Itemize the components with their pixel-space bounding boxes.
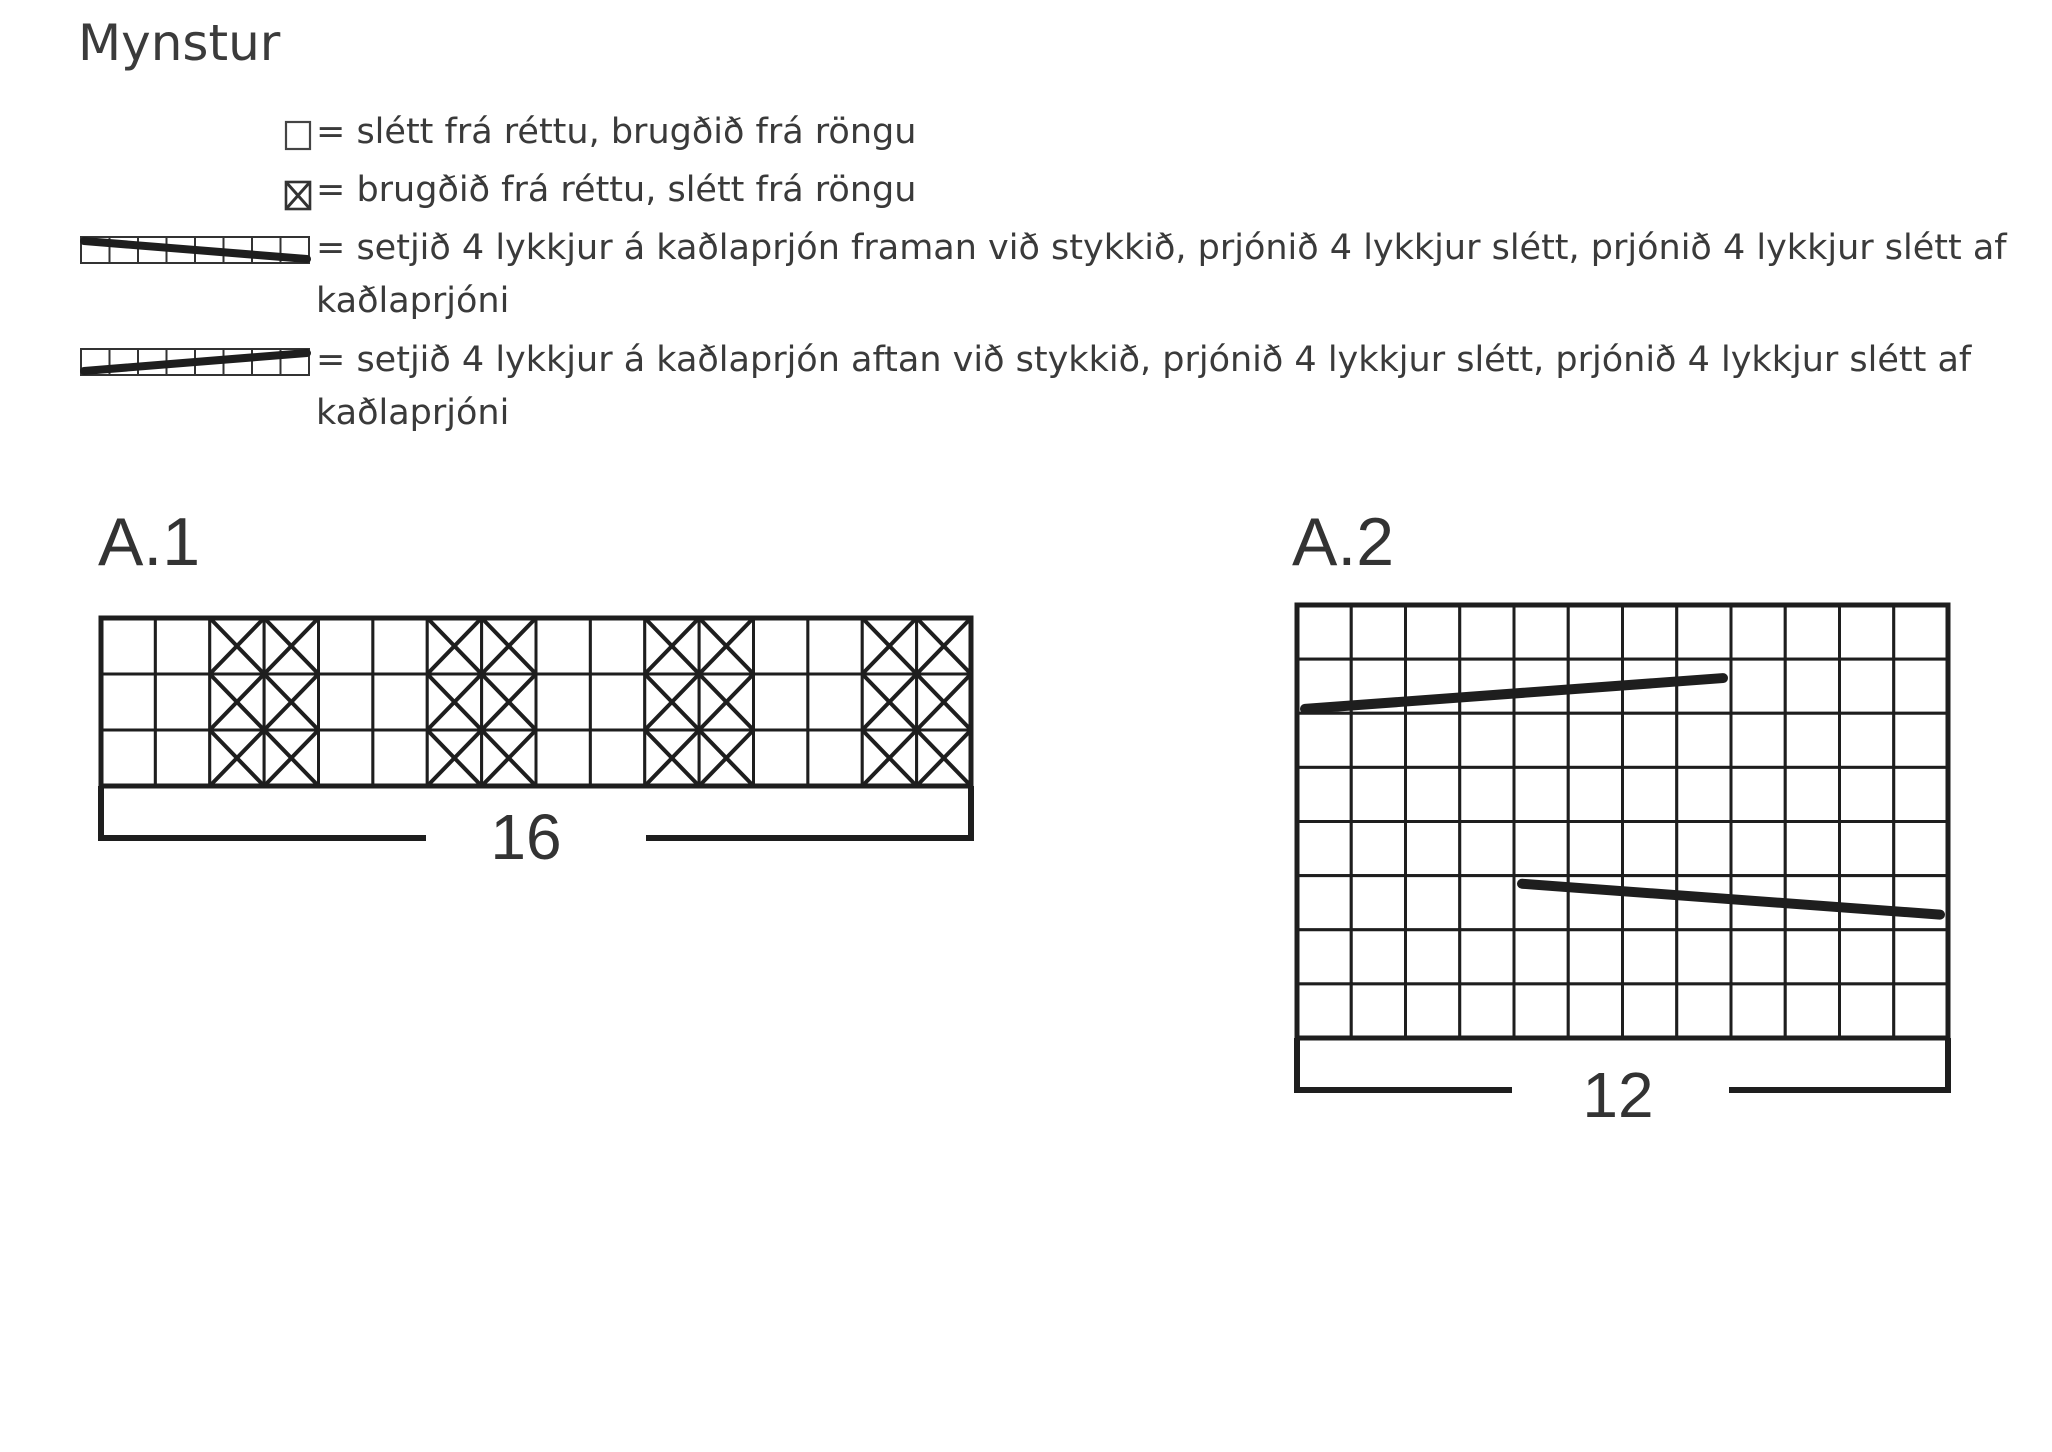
purl-cross bbox=[645, 730, 699, 786]
purl-cross bbox=[645, 730, 699, 786]
chart-cell bbox=[1460, 605, 1514, 659]
chart-cell bbox=[1677, 713, 1731, 767]
chart-cell bbox=[1840, 876, 1894, 930]
purl-cross bbox=[482, 730, 536, 786]
cable-back-icon bbox=[78, 334, 312, 384]
chart-cell bbox=[1677, 659, 1731, 713]
chart-cell bbox=[1785, 659, 1839, 713]
chart-cell bbox=[1514, 984, 1568, 1038]
chart-cell bbox=[319, 674, 373, 730]
chart-cell bbox=[645, 618, 699, 674]
chart-cell bbox=[1677, 822, 1731, 876]
chart-cell bbox=[1623, 767, 1677, 821]
purl-cross bbox=[210, 730, 264, 786]
chart-cell bbox=[1785, 767, 1839, 821]
chart-cell bbox=[1460, 713, 1514, 767]
purl-cross bbox=[917, 618, 971, 674]
chart-cell bbox=[101, 730, 155, 786]
chart-cell bbox=[1406, 767, 1460, 821]
chart-cell bbox=[1785, 822, 1839, 876]
chart-a2-stitch-count: 12 bbox=[1582, 1059, 1654, 1131]
chart-a1-label: A.1 bbox=[98, 504, 201, 580]
purl-cross bbox=[645, 674, 699, 730]
chart-cell bbox=[1840, 659, 1894, 713]
chart-cell bbox=[210, 674, 264, 730]
a2-cable-front-line bbox=[1305, 678, 1723, 709]
chart-cell bbox=[1514, 876, 1568, 930]
purl-cross bbox=[862, 618, 916, 674]
chart-cell bbox=[1894, 930, 1948, 984]
chart-cell bbox=[1840, 713, 1894, 767]
purl-cross bbox=[264, 730, 318, 786]
purl-cross bbox=[699, 730, 753, 786]
chart-cell bbox=[1568, 767, 1622, 821]
chart-cell bbox=[1351, 713, 1405, 767]
chart-cell bbox=[373, 730, 427, 786]
purl-cross bbox=[210, 674, 264, 730]
chart-cell bbox=[1894, 767, 1948, 821]
chart-cell bbox=[1894, 713, 1948, 767]
purl-cross bbox=[210, 730, 264, 786]
chart-cell bbox=[754, 674, 808, 730]
a2-cable-back-line bbox=[1522, 884, 1940, 915]
chart-cell bbox=[917, 674, 971, 730]
chart-cell bbox=[1460, 659, 1514, 713]
purl-cross bbox=[427, 618, 481, 674]
chart-cell bbox=[1351, 876, 1405, 930]
purl-cross bbox=[482, 730, 536, 786]
purl-cross bbox=[917, 730, 971, 786]
chart-cell bbox=[917, 618, 971, 674]
purl-cross bbox=[427, 618, 481, 674]
chart-cell bbox=[1894, 876, 1948, 930]
purl-cross bbox=[699, 674, 753, 730]
chart-cell bbox=[1623, 659, 1677, 713]
legend-text: = brugðið frá réttu, slétt frá röngu bbox=[316, 170, 917, 210]
chart-cell bbox=[808, 618, 862, 674]
chart-cell bbox=[1568, 605, 1622, 659]
chart-cell bbox=[1785, 984, 1839, 1038]
chart-cell bbox=[101, 618, 155, 674]
chart-cell bbox=[1731, 984, 1785, 1038]
chart-cell bbox=[917, 730, 971, 786]
chart-cell bbox=[1514, 713, 1568, 767]
chart-cell bbox=[1460, 930, 1514, 984]
chart-cell bbox=[1894, 605, 1948, 659]
chart-cell bbox=[1785, 876, 1839, 930]
chart-cell bbox=[1840, 767, 1894, 821]
chart-cell bbox=[1677, 767, 1731, 821]
chart-cell bbox=[1406, 605, 1460, 659]
chart-cell bbox=[155, 618, 209, 674]
page-title: Mynstur bbox=[78, 14, 281, 72]
chart-cell bbox=[590, 730, 644, 786]
chart-cell bbox=[808, 674, 862, 730]
chart-cell bbox=[482, 674, 536, 730]
chart-cell bbox=[1677, 930, 1731, 984]
chart-cell bbox=[1460, 876, 1514, 930]
purl-cross bbox=[264, 730, 318, 786]
chart-cell bbox=[536, 730, 590, 786]
chart-cell bbox=[1623, 605, 1677, 659]
chart-cell bbox=[1568, 822, 1622, 876]
chart-cell bbox=[590, 618, 644, 674]
chart-cell bbox=[1297, 605, 1351, 659]
chart-cell bbox=[155, 730, 209, 786]
chart-cell bbox=[427, 618, 481, 674]
chart-cell bbox=[1731, 822, 1785, 876]
chart-cell bbox=[1731, 930, 1785, 984]
purl-cross bbox=[264, 618, 318, 674]
stitch-bracket bbox=[646, 786, 971, 838]
chart-cell bbox=[1568, 713, 1622, 767]
chart-cell bbox=[1514, 767, 1568, 821]
chart-cell bbox=[210, 730, 264, 786]
chart-cell bbox=[1297, 713, 1351, 767]
chart-cell bbox=[862, 674, 916, 730]
chart-cell bbox=[1731, 713, 1785, 767]
chart-cell bbox=[645, 674, 699, 730]
chart-cell bbox=[482, 618, 536, 674]
chart-cell bbox=[210, 618, 264, 674]
chart-cell bbox=[699, 618, 753, 674]
chart-cell bbox=[1785, 930, 1839, 984]
purl-cross bbox=[427, 674, 481, 730]
chart-cell bbox=[1351, 605, 1405, 659]
purl-cross bbox=[645, 618, 699, 674]
chart-cell bbox=[1731, 659, 1785, 713]
chart-cell bbox=[101, 674, 155, 730]
legend-item-cable-back bbox=[78, 334, 1978, 444]
chart-cell bbox=[1297, 767, 1351, 821]
purl-cross bbox=[264, 674, 318, 730]
crossed-square-icon bbox=[78, 164, 312, 214]
chart-cell bbox=[862, 730, 916, 786]
chart-cell bbox=[699, 730, 753, 786]
purl-cross bbox=[482, 618, 536, 674]
purl-cross bbox=[427, 674, 481, 730]
purl-cross bbox=[862, 618, 916, 674]
chart-cell bbox=[1677, 605, 1731, 659]
chart-cell bbox=[1623, 713, 1677, 767]
chart-cell bbox=[1785, 605, 1839, 659]
purl-cross bbox=[699, 618, 753, 674]
chart-cell bbox=[1840, 930, 1894, 984]
chart-cell bbox=[1351, 822, 1405, 876]
chart-cell bbox=[1623, 876, 1677, 930]
chart-cell bbox=[1568, 659, 1622, 713]
chart-cell bbox=[264, 618, 318, 674]
chart-border bbox=[1297, 605, 1948, 1038]
chart-cell bbox=[1514, 659, 1568, 713]
chart-cell bbox=[699, 674, 753, 730]
purl-cross bbox=[482, 618, 536, 674]
chart-cell bbox=[1568, 876, 1622, 930]
chart-cell bbox=[427, 674, 481, 730]
chart-cell bbox=[1840, 822, 1894, 876]
cable-front-icon bbox=[78, 222, 312, 272]
purl-cross bbox=[917, 618, 971, 674]
chart-cell bbox=[1460, 822, 1514, 876]
chart-cell bbox=[1297, 822, 1351, 876]
purl-cross bbox=[264, 618, 318, 674]
purl-cross bbox=[699, 618, 753, 674]
purl-cross bbox=[917, 674, 971, 730]
purl-cross bbox=[264, 674, 318, 730]
chart-cell bbox=[1677, 984, 1731, 1038]
chart-cell bbox=[1568, 930, 1622, 984]
chart-cell bbox=[155, 674, 209, 730]
chart-cell bbox=[482, 730, 536, 786]
chart-cell bbox=[1297, 876, 1351, 930]
purl-cross bbox=[699, 730, 753, 786]
chart-cell bbox=[1351, 930, 1405, 984]
chart-cell bbox=[1406, 713, 1460, 767]
purl-cross bbox=[862, 674, 916, 730]
stitch-bracket bbox=[1729, 1038, 1948, 1090]
chart-cell bbox=[754, 618, 808, 674]
purl-cross bbox=[427, 730, 481, 786]
purl-cross bbox=[482, 674, 536, 730]
purl-cross bbox=[210, 674, 264, 730]
chart-cell bbox=[862, 618, 916, 674]
chart-cell bbox=[1514, 930, 1568, 984]
purl-cross bbox=[862, 674, 916, 730]
chart-cell bbox=[590, 674, 644, 730]
purl-cross bbox=[482, 674, 536, 730]
purl-cross bbox=[210, 618, 264, 674]
chart-cell bbox=[1894, 659, 1948, 713]
purl-cross bbox=[210, 618, 264, 674]
chart-cell bbox=[264, 730, 318, 786]
chart-cell bbox=[1623, 822, 1677, 876]
chart-cell bbox=[1785, 713, 1839, 767]
empty-square-icon bbox=[78, 106, 312, 156]
purl-cross bbox=[862, 730, 916, 786]
legend-item-purl bbox=[78, 164, 1978, 220]
chart-cell bbox=[1460, 767, 1514, 821]
chart-cell bbox=[427, 730, 481, 786]
purl-cross bbox=[699, 674, 753, 730]
chart-cell bbox=[645, 730, 699, 786]
chart-cell bbox=[1351, 767, 1405, 821]
chart-cell bbox=[536, 618, 590, 674]
purl-cross bbox=[645, 618, 699, 674]
legend-text: = setjið 4 lykkjur á kaðlaprjón framan við stykkið, prjónið 4 lykkjur slétt, prjónið 4 lykkjur slétt af kaðlaprjóni bbox=[316, 228, 2007, 321]
chart-cell bbox=[1731, 876, 1785, 930]
chart-cell bbox=[808, 730, 862, 786]
chart-cell bbox=[373, 674, 427, 730]
chart-cell bbox=[1297, 930, 1351, 984]
chart-cell bbox=[1406, 930, 1460, 984]
chart-cell bbox=[536, 674, 590, 730]
legend-item-cable-front bbox=[78, 222, 2007, 332]
chart-cell bbox=[1351, 659, 1405, 713]
chart-cell bbox=[319, 618, 373, 674]
chart-cell bbox=[754, 730, 808, 786]
legend-text: = setjið 4 lykkjur á kaðlaprjón aftan við stykkið, prjónið 4 lykkjur slétt, prjónið 4 lykkjur slétt af kaðlaprjóni bbox=[316, 340, 1972, 433]
chart-cell bbox=[1731, 605, 1785, 659]
purl-cross bbox=[917, 730, 971, 786]
chart-cell bbox=[1406, 659, 1460, 713]
chart-cell bbox=[1297, 984, 1351, 1038]
stitch-bracket bbox=[1297, 1038, 1512, 1090]
legend-text: = slétt frá réttu, brugðið frá röngu bbox=[316, 112, 917, 152]
chart-cell bbox=[1297, 659, 1351, 713]
purl-cross bbox=[862, 730, 916, 786]
purl-cross bbox=[645, 674, 699, 730]
purl-cross bbox=[427, 730, 481, 786]
chart-cell bbox=[1677, 876, 1731, 930]
chart-cell bbox=[1406, 984, 1460, 1038]
chart-cell bbox=[1514, 605, 1568, 659]
chart-cell bbox=[1406, 822, 1460, 876]
chart-cell bbox=[1514, 822, 1568, 876]
purl-cross bbox=[917, 674, 971, 730]
chart-cell bbox=[264, 674, 318, 730]
chart-border bbox=[101, 618, 971, 786]
chart-cell bbox=[373, 618, 427, 674]
chart-a2-label: A.2 bbox=[1292, 504, 1395, 580]
chart-cell bbox=[1623, 930, 1677, 984]
chart-cell bbox=[1568, 984, 1622, 1038]
chart-cell bbox=[1894, 984, 1948, 1038]
chart-a1-stitch-count: 16 bbox=[490, 801, 562, 873]
chart-cell bbox=[319, 730, 373, 786]
chart-cell bbox=[1840, 605, 1894, 659]
legend-item-knit bbox=[78, 106, 1978, 162]
stitch-bracket bbox=[101, 786, 426, 838]
chart-cell bbox=[1731, 767, 1785, 821]
chart-cell bbox=[1460, 984, 1514, 1038]
chart-cell bbox=[1840, 984, 1894, 1038]
chart-cell bbox=[1623, 984, 1677, 1038]
chart-cell bbox=[1406, 876, 1460, 930]
chart-cell bbox=[1894, 822, 1948, 876]
chart-cell bbox=[1351, 984, 1405, 1038]
